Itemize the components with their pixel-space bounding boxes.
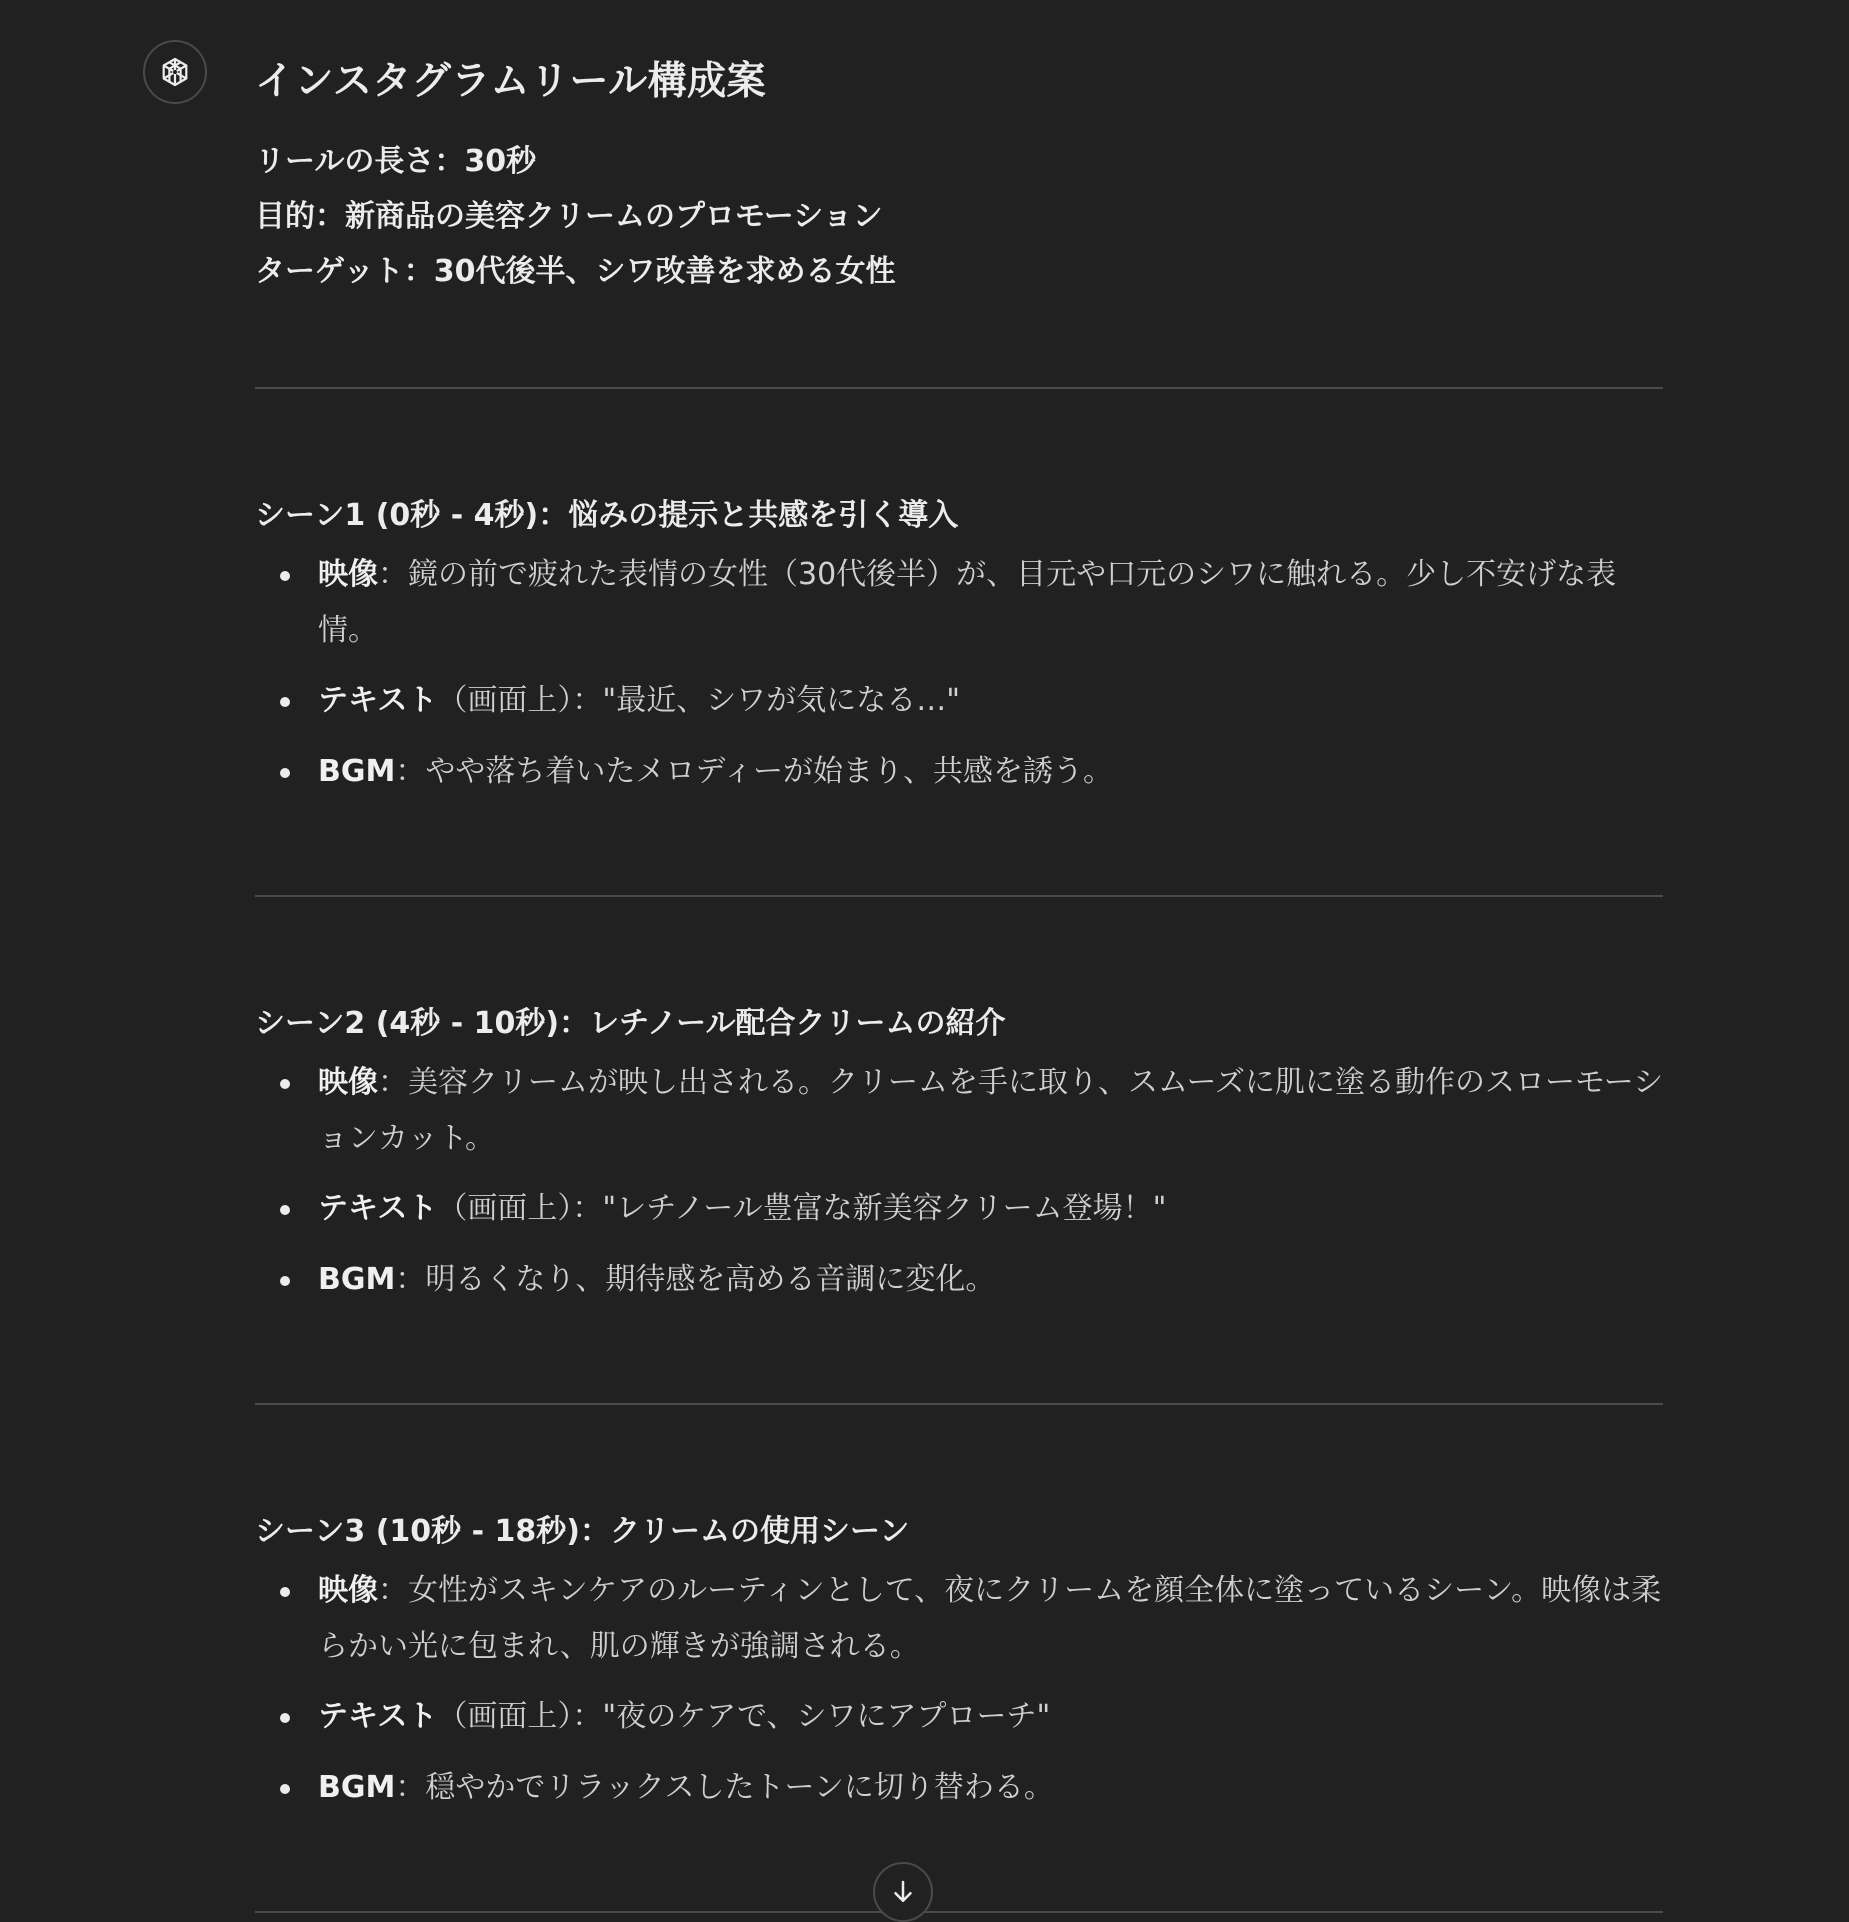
bullet-dot — [280, 1784, 290, 1794]
item-text: ：美容クリームが映し出される。クリームを手に取り、スムーズに肌に塗る動作のスローモーションカット。 — [318, 1065, 1664, 1156]
openai-logo-icon — [155, 52, 195, 92]
item-label: BGM — [318, 754, 396, 789]
item-text: （画面上）："レチノール豊富な新美容クリーム登場！" — [437, 1191, 1167, 1226]
item-label: 映像 — [318, 1573, 378, 1608]
scene-heading-1: シーン1 (0秒 - 4秒)：悩みの提示と共感を引く導入 — [255, 498, 959, 533]
item-label: BGM — [318, 1262, 396, 1297]
bullet-dot — [280, 571, 290, 581]
divider — [255, 1911, 1663, 1913]
divider — [255, 1403, 1663, 1405]
scene-heading-2: シーン2 (4秒 - 10秒)：レチノール配合クリームの紹介 — [255, 1006, 1006, 1041]
list-item — [280, 744, 1665, 800]
list-item — [280, 1689, 1665, 1745]
item-text: （画面上）："夜のケアで、シワにアプローチ" — [437, 1699, 1051, 1734]
meta-purpose: 目的：新商品の美容クリームのプロモーション — [255, 199, 883, 234]
item-text: ：やや落ち着いたメロディーが始まり、共感を誘う。 — [395, 754, 1113, 789]
item-text: ：穏やかでリラックスしたトーンに切り替わる。 — [395, 1770, 1054, 1805]
divider — [255, 387, 1663, 389]
bullet-dot — [280, 1587, 290, 1597]
scene-heading-3: シーン3 (10秒 - 18秒)：クリームの使用シーン — [255, 1514, 910, 1549]
meta-target: ターゲット：30代後半、シワ改善を求める女性 — [255, 254, 896, 289]
list-item — [280, 1760, 1665, 1816]
bullet-dot — [280, 1276, 290, 1286]
bullet-dot — [280, 768, 290, 778]
meta-length: リールの長さ：30秒 — [255, 144, 537, 179]
item-label: 映像 — [318, 557, 378, 592]
scroll-to-bottom-button[interactable] — [873, 1862, 933, 1922]
item-label: テキスト — [318, 1699, 438, 1734]
item-text: （画面上）："最近、シワが気になる…" — [437, 683, 961, 718]
item-label: テキスト — [318, 683, 438, 718]
item-text: ：明るくなり、期待感を高める音調に変化。 — [395, 1262, 996, 1297]
assistant-avatar — [143, 40, 207, 104]
list-item — [280, 673, 1665, 729]
arrow-down-icon — [888, 1877, 918, 1907]
item-label: 映像 — [318, 1065, 378, 1100]
list-item — [280, 1055, 1665, 1167]
item-label: テキスト — [318, 1191, 438, 1226]
list-item — [280, 547, 1665, 659]
bullet-dot — [280, 1205, 290, 1215]
item-label: BGM — [318, 1770, 396, 1805]
item-text: ：鏡の前で疲れた表情の女性（30代後半）が、目元や口元のシワに触れる。少し不安げな表情。 — [318, 557, 1617, 648]
item-text: ：女性がスキンケアのルーティンとして、夜にクリームを顔全体に塗っているシーン。映像は柔らかい光に包まれ、肌の輝きが強調される。 — [318, 1573, 1662, 1664]
bullet-dot — [280, 1713, 290, 1723]
page-title: インスタグラムリール構成案 — [255, 59, 767, 104]
bullet-dot — [280, 697, 290, 707]
list-item — [280, 1563, 1665, 1675]
divider — [255, 895, 1663, 897]
list-item — [280, 1181, 1665, 1237]
list-item — [280, 1252, 1665, 1308]
bullet-dot — [280, 1079, 290, 1089]
